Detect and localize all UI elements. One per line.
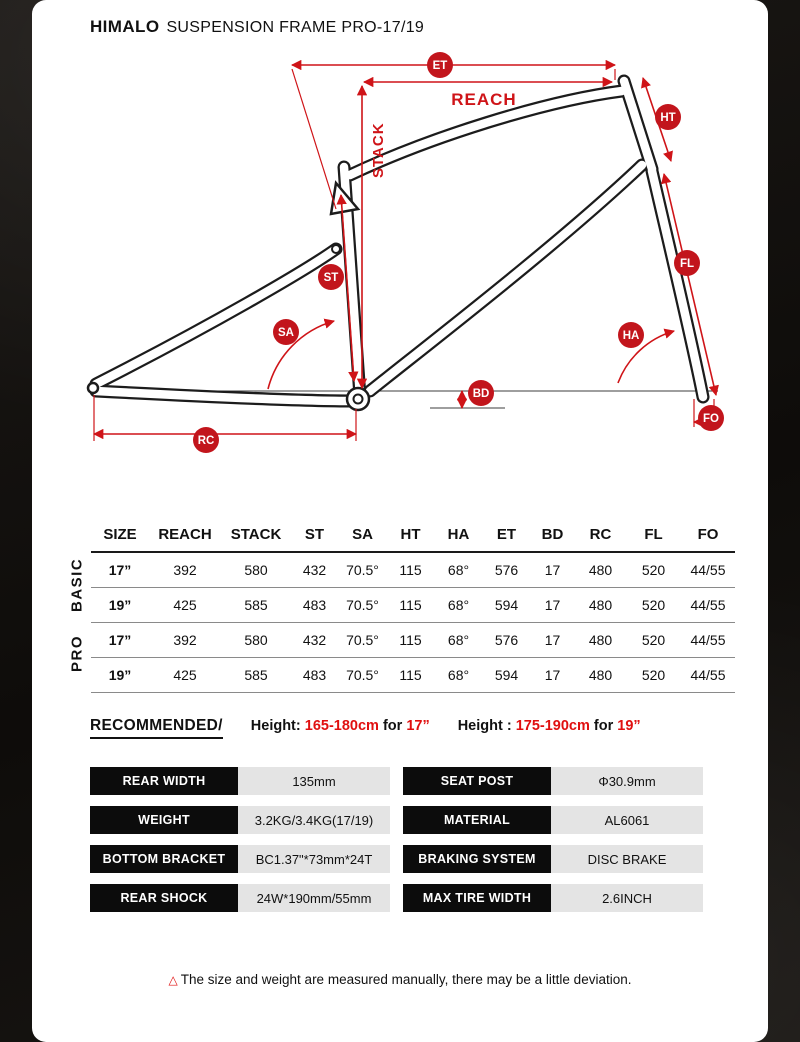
geo-col-header: ET xyxy=(496,525,517,543)
geo-col-header: BD xyxy=(541,525,564,543)
recommended-label: RECOMMENDED/ xyxy=(90,717,223,739)
spec-value: 2.6INCH xyxy=(551,884,703,912)
geo-cell: 480 xyxy=(588,562,613,578)
badge-fl xyxy=(674,250,700,276)
spec-value: 24W*190mm/55mm xyxy=(238,884,390,912)
geo-cell: 483 xyxy=(302,597,327,613)
badge-fo xyxy=(698,405,724,431)
geo-cell: 68° xyxy=(447,632,470,648)
geo-cell: 70.5° xyxy=(346,667,379,683)
geo-header-row xyxy=(91,517,735,552)
geo-cell-size: 19” xyxy=(108,597,132,613)
spec-value: Φ30.9mm xyxy=(551,767,703,795)
geo-cell: 17 xyxy=(544,597,561,613)
spec-row xyxy=(90,806,768,834)
spec-value: 135mm xyxy=(238,767,390,795)
svg-text:FO: FO xyxy=(703,413,719,425)
geo-cell: 392 xyxy=(173,632,197,648)
recommended-height-17 xyxy=(251,718,430,734)
geo-cell: 594 xyxy=(494,667,519,683)
spec-row xyxy=(90,884,768,912)
height-range: 165-180cm xyxy=(304,718,379,734)
brand-name: HIMALO xyxy=(90,17,160,36)
spec-label: MAX TIRE WIDTH xyxy=(403,884,551,912)
geo-row-pro-17 xyxy=(91,623,735,658)
geo-col-header: SIZE xyxy=(103,525,137,543)
geo-cell: 115 xyxy=(399,632,422,648)
geo-cell: 68° xyxy=(447,562,470,578)
geo-cell: 17 xyxy=(544,562,561,578)
stack-label: STACK xyxy=(370,122,387,178)
geo-cell: 480 xyxy=(588,667,613,683)
deviation-note xyxy=(32,972,768,987)
geo-col-header: HA xyxy=(447,525,470,543)
geo-cell: 520 xyxy=(641,667,666,683)
geo-cell: 115 xyxy=(399,597,422,613)
spec-row xyxy=(90,767,768,795)
spec-label: WEIGHT xyxy=(90,806,238,834)
geo-row-basic-19 xyxy=(91,588,735,623)
geo-cell: 44/55 xyxy=(690,667,726,683)
geo-col-header: FO xyxy=(697,525,719,543)
badge-et xyxy=(427,52,453,78)
height-range: 175-190cm xyxy=(515,718,590,734)
geo-col-header: STACK xyxy=(230,525,282,543)
warning-triangle-icon: △ xyxy=(168,973,178,987)
geo-cell: 68° xyxy=(447,667,470,683)
geo-cell: 576 xyxy=(494,632,519,648)
spec-row xyxy=(90,845,768,873)
height-prefix: Height: xyxy=(250,718,305,734)
svg-text:HT: HT xyxy=(660,112,676,124)
geo-cell: 594 xyxy=(494,597,519,613)
geo-cell-size: 17” xyxy=(108,562,132,578)
badge-rc xyxy=(193,427,219,453)
badge-sa xyxy=(273,319,299,345)
geo-cell: 392 xyxy=(173,562,197,578)
geo-cell: 44/55 xyxy=(690,597,726,613)
spec-value: DISC BRAKE xyxy=(551,845,703,873)
geo-cell: 480 xyxy=(588,597,613,613)
geo-cell: 580 xyxy=(244,562,268,578)
group-label-pro: PRO xyxy=(68,634,86,672)
geo-col-header: ST xyxy=(304,525,325,543)
geo-cell: 425 xyxy=(173,597,197,613)
svg-text:ET: ET xyxy=(432,60,448,72)
geo-cell: 520 xyxy=(641,562,666,578)
spec-value: 3.2KG/3.4KG(17/19) xyxy=(238,806,390,834)
content-card xyxy=(32,0,768,1042)
svg-text:ST: ST xyxy=(323,272,339,284)
geo-cell-size: 19” xyxy=(108,667,132,683)
geo-cell: 70.5° xyxy=(346,597,379,613)
badge-ht xyxy=(655,104,681,130)
page-title xyxy=(32,0,768,37)
height-prefix: Height : xyxy=(457,718,516,734)
height-size: 19” xyxy=(617,718,641,734)
geo-cell: 585 xyxy=(244,597,268,613)
frame-tubes-outline xyxy=(96,81,703,401)
deviation-note-text: The size and weight are measured manually, there may be a little deviation. xyxy=(180,972,632,987)
geo-cell: 520 xyxy=(641,597,666,613)
reach-label: REACH xyxy=(451,90,517,109)
badge-ha xyxy=(618,322,644,348)
group-labels xyxy=(65,551,89,687)
height-size: 17” xyxy=(406,718,430,734)
geo-cell: 432 xyxy=(302,562,327,578)
spec-value: AL6061 xyxy=(551,806,703,834)
badge-bd xyxy=(468,380,494,406)
geo-cell-size: 17” xyxy=(108,632,132,648)
recommended-height-19 xyxy=(458,718,641,734)
geo-col-header: REACH xyxy=(158,525,212,543)
svg-text:HA: HA xyxy=(622,330,640,342)
geo-cell: 68° xyxy=(447,597,470,613)
spec-grid xyxy=(90,767,768,912)
svg-text:SA: SA xyxy=(278,327,294,339)
spec-value: BC1.37"*73mm*24T xyxy=(238,845,390,873)
geo-cell: 580 xyxy=(244,632,268,648)
spec-label: BOTTOM BRACKET xyxy=(90,845,238,873)
height-mid: for xyxy=(589,718,618,734)
spec-label: REAR SHOCK xyxy=(90,884,238,912)
geo-cell: 17 xyxy=(544,667,561,683)
geo-row-basic-17 xyxy=(91,552,735,588)
geo-col-header: RC xyxy=(589,525,612,543)
geo-row-pro-19 xyxy=(91,658,735,693)
geo-cell: 585 xyxy=(244,667,268,683)
dimension-lines xyxy=(94,65,716,441)
spec-label: REAR WIDTH xyxy=(90,767,238,795)
geo-cell: 432 xyxy=(302,632,327,648)
geo-cell: 425 xyxy=(173,667,197,683)
geometry-table xyxy=(91,517,735,693)
recommended-section xyxy=(90,717,768,739)
geometry-table-section xyxy=(65,517,735,693)
svg-text:RC: RC xyxy=(197,435,215,447)
product-title: SUSPENSION FRAME PRO-17/19 xyxy=(166,19,425,36)
geo-cell: 483 xyxy=(302,667,327,683)
geo-cell: 115 xyxy=(399,562,422,578)
badge-st xyxy=(318,264,344,290)
geo-cell: 17 xyxy=(544,632,561,648)
geo-cell: 44/55 xyxy=(690,562,726,578)
height-mid: for xyxy=(378,718,407,734)
frame-geometry-diagram xyxy=(32,39,768,497)
geo-col-header: SA xyxy=(352,525,373,543)
geo-cell: 576 xyxy=(494,562,519,578)
geo-col-header: HT xyxy=(400,525,421,543)
geo-col-header: FL xyxy=(644,525,663,543)
svg-text:BD: BD xyxy=(472,388,490,400)
frame-details xyxy=(88,183,369,410)
geo-cell: 115 xyxy=(399,667,422,683)
geo-cell: 70.5° xyxy=(346,562,379,578)
geo-cell: 44/55 xyxy=(690,632,726,648)
spec-label: MATERIAL xyxy=(403,806,551,834)
geo-cell: 520 xyxy=(641,632,666,648)
geo-cell: 70.5° xyxy=(346,632,379,648)
group-label-basic: BASIC xyxy=(68,557,86,613)
geo-cell: 480 xyxy=(588,632,613,648)
svg-text:FL: FL xyxy=(679,258,695,270)
frame-tubes-fill xyxy=(96,81,703,401)
spec-label: BRAKING SYSTEM xyxy=(403,845,551,873)
spec-label: SEAT POST xyxy=(403,767,551,795)
